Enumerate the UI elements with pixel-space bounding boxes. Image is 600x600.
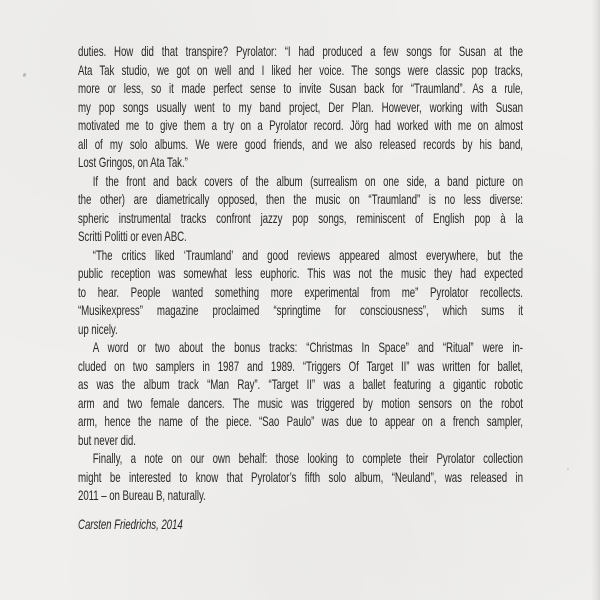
text-line: Finally, a note on our own behalf: those looking to complete their Pyrolator collection bbox=[92, 451, 523, 466]
paragraph bbox=[78, 339, 523, 450]
text-line: arm, hence the name of the piece. “Sao Paulo” was due to appear on a french sampler, bbox=[78, 414, 523, 429]
text-line: Scritti Politti or even ABC. bbox=[78, 229, 187, 244]
text-line: 2011 – on Bureau B, naturally. bbox=[78, 488, 206, 503]
text-line: more or less, so it made perfect sense to invite Susan back for “Traumland”. As a rule, bbox=[78, 81, 523, 96]
text-line: but never did. bbox=[78, 432, 136, 448]
text-line: the other) are diametrically opposed, then the music on “Traumland” is no less diverse: bbox=[78, 192, 523, 207]
paragraph bbox=[78, 450, 523, 506]
text-line: motivated me to give them a try on a Pyrolator record. Jörg had worked with me on almost bbox=[78, 118, 523, 133]
text-block bbox=[78, 43, 523, 534]
text-line: up nicely. bbox=[78, 321, 118, 337]
paragraph bbox=[78, 247, 523, 340]
scan-speck bbox=[22, 73, 27, 78]
scan-speck bbox=[567, 468, 569, 470]
text-line: might be interested to know that Pyrolator’s fifth solo album, “Neuland”, was released in bbox=[78, 469, 523, 485]
text-line: to hear. People wanted something more experimental from me” Pyrolator recollects. bbox=[78, 284, 523, 300]
text-line: spheric instrumental tracks confront jazzy pop songs, reminiscent of English pop à la bbox=[78, 210, 523, 226]
text-line: arm and two female dancers. The music was triggered by motion sensors on the robot bbox=[78, 395, 523, 411]
text-line: If the front and back covers of the album (surrealism on one side, a band picture on bbox=[92, 173, 523, 189]
paragraph bbox=[78, 173, 523, 247]
text-line: my pop songs usually went to my band project, Der Plan. However, working with Susan bbox=[78, 99, 523, 115]
signature: Carsten Friedrichs, 2014 bbox=[78, 516, 183, 532]
text-line: cluded on two samplers in 1987 and 1989. “Triggers Of Target II” was written for ballet, bbox=[78, 358, 523, 374]
text-line: A word or two about the bonus tracks: “Christmas In Space” and “Ritual” were in- bbox=[92, 340, 523, 355]
text-line: as was the album track “Man Ray”. “Target II” was a ballet featuring a gigantic robotic bbox=[78, 377, 523, 392]
text-line: all of my solo albums. We were good friends, and we also released records by his band, bbox=[78, 136, 523, 152]
text-line: “Musikexpress” magazine proclaimed “springtime for consciousness”, which sums it bbox=[78, 303, 523, 318]
text-line: “The critics liked ‘Traumland’ and good reviews appeared almost everywhere, but the bbox=[92, 247, 523, 263]
text-line: Ata Tak studio, we got on well and I liked her voice. The songs were classic pop tracks, bbox=[78, 62, 523, 78]
text-line: Lost Gringos, on Ata Tak.” bbox=[78, 155, 188, 170]
text-line: public reception was somewhat less euphoric. This was not the music they had expected bbox=[78, 266, 523, 281]
page-edge-shading bbox=[591, 0, 600, 600]
text-line: duties. How did that transpire? Pyrolator: “I had produced a few songs for Susan at the bbox=[78, 44, 523, 59]
paragraph bbox=[78, 43, 523, 173]
